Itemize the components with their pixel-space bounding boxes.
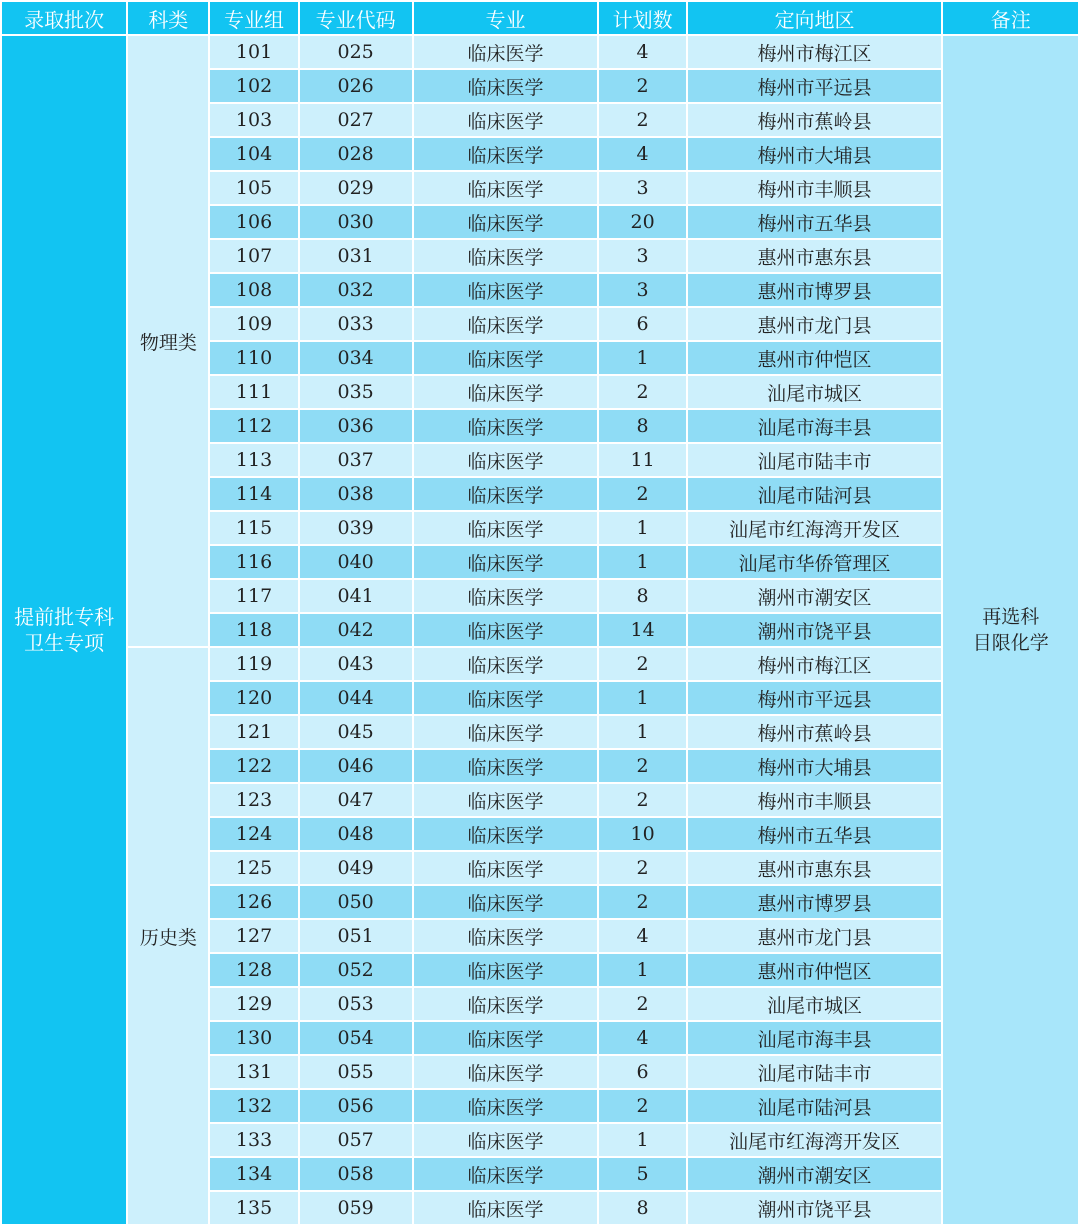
region-cell: 惠州市仲恺区 [688, 342, 942, 374]
major-cell: 临床医学 [414, 410, 598, 442]
group-cell: 131 [210, 1056, 297, 1088]
code-cell: 036 [300, 410, 412, 442]
plan-cell: 2 [599, 104, 685, 136]
region-cell: 汕尾市陆河县 [688, 1090, 942, 1122]
region-cell: 潮州市潮安区 [688, 580, 942, 612]
plan-cell: 2 [599, 1090, 685, 1122]
region-cell: 梅州市梅江区 [688, 36, 942, 68]
code-cell: 050 [300, 886, 412, 918]
group-cell: 125 [210, 852, 297, 884]
group-cell: 106 [210, 206, 297, 238]
major-cell: 临床医学 [414, 614, 598, 646]
group-cell: 128 [210, 954, 297, 986]
code-cell: 026 [300, 70, 412, 102]
plan-cell: 8 [599, 580, 685, 612]
code-cell: 049 [300, 852, 412, 884]
major-cell: 临床医学 [414, 784, 598, 816]
subject-cell: 历史类 [128, 648, 208, 1224]
plan-cell: 3 [599, 274, 685, 306]
plan-cell: 2 [599, 750, 685, 782]
header-batch: 录取批次 [2, 2, 126, 34]
major-cell: 临床医学 [414, 954, 598, 986]
header-major: 专业 [414, 2, 598, 34]
region-cell: 汕尾市海丰县 [688, 410, 942, 442]
major-cell: 临床医学 [414, 512, 598, 544]
group-cell: 107 [210, 240, 297, 272]
plan-cell: 1 [599, 512, 685, 544]
major-cell: 临床医学 [414, 750, 598, 782]
group-cell: 134 [210, 1158, 297, 1190]
region-cell: 潮州市饶平县 [688, 614, 942, 646]
group-cell: 122 [210, 750, 297, 782]
plan-cell: 8 [599, 410, 685, 442]
code-cell: 045 [300, 716, 412, 748]
table-row [2, 648, 1078, 680]
plan-cell: 1 [599, 682, 685, 714]
group-cell: 103 [210, 104, 297, 136]
major-cell: 临床医学 [414, 1192, 598, 1224]
code-cell: 025 [300, 36, 412, 68]
region-cell: 梅州市五华县 [688, 818, 942, 850]
major-cell: 临床医学 [414, 240, 598, 272]
group-cell: 120 [210, 682, 297, 714]
plan-cell: 11 [599, 444, 685, 476]
plan-cell: 4 [599, 920, 685, 952]
group-cell: 124 [210, 818, 297, 850]
region-cell: 惠州市仲恺区 [688, 954, 942, 986]
major-cell: 临床医学 [414, 886, 598, 918]
region-cell: 惠州市龙门县 [688, 920, 942, 952]
code-cell: 032 [300, 274, 412, 306]
code-cell: 044 [300, 682, 412, 714]
group-cell: 102 [210, 70, 297, 102]
group-cell: 115 [210, 512, 297, 544]
major-cell: 临床医学 [414, 1022, 598, 1054]
group-cell: 116 [210, 546, 297, 578]
header-plan: 计划数 [599, 2, 685, 34]
region-cell: 梅州市平远县 [688, 70, 942, 102]
group-cell: 129 [210, 988, 297, 1020]
code-cell: 052 [300, 954, 412, 986]
subject-cell: 物理类 [128, 36, 208, 646]
group-cell: 130 [210, 1022, 297, 1054]
header-row [2, 2, 1078, 34]
code-cell: 043 [300, 648, 412, 680]
code-cell: 056 [300, 1090, 412, 1122]
region-cell: 汕尾市陆丰市 [688, 1056, 942, 1088]
plan-cell: 2 [599, 886, 685, 918]
code-cell: 028 [300, 138, 412, 170]
region-cell: 梅州市蕉岭县 [688, 716, 942, 748]
region-cell: 梅州市大埔县 [688, 138, 942, 170]
batch-cell [2, 36, 126, 1224]
group-cell: 133 [210, 1124, 297, 1156]
region-cell: 汕尾市陆河县 [688, 478, 942, 510]
region-cell: 汕尾市城区 [688, 988, 942, 1020]
major-cell: 临床医学 [414, 988, 598, 1020]
code-cell: 054 [300, 1022, 412, 1054]
plan-cell: 8 [599, 1192, 685, 1224]
region-cell: 梅州市丰顺县 [688, 784, 942, 816]
table-row [2, 36, 1078, 68]
plan-cell: 3 [599, 240, 685, 272]
code-cell: 058 [300, 1158, 412, 1190]
plan-cell: 2 [599, 852, 685, 884]
remark-line: 目限化学 [972, 632, 1049, 654]
major-cell: 临床医学 [414, 206, 598, 238]
code-cell: 048 [300, 818, 412, 850]
major-cell: 临床医学 [414, 818, 598, 850]
major-cell: 临床医学 [414, 104, 598, 136]
plan-cell: 20 [599, 206, 685, 238]
major-cell: 临床医学 [414, 580, 598, 612]
region-cell: 汕尾市城区 [688, 376, 942, 408]
region-cell: 潮州市潮安区 [688, 1158, 942, 1190]
plan-cell: 2 [599, 478, 685, 510]
code-cell: 039 [300, 512, 412, 544]
region-cell: 汕尾市华侨管理区 [688, 546, 942, 578]
table-body [2, 36, 1078, 1224]
major-cell: 临床医学 [414, 920, 598, 952]
code-cell: 047 [300, 784, 412, 816]
region-cell: 潮州市饶平县 [688, 1192, 942, 1224]
major-cell: 临床医学 [414, 308, 598, 340]
region-cell: 梅州市平远县 [688, 682, 942, 714]
group-cell: 105 [210, 172, 297, 204]
header-remark: 备注 [943, 2, 1078, 34]
plan-cell: 1 [599, 342, 685, 374]
plan-cell: 4 [599, 1022, 685, 1054]
group-cell: 118 [210, 614, 297, 646]
code-cell: 046 [300, 750, 412, 782]
code-cell: 042 [300, 614, 412, 646]
group-cell: 132 [210, 1090, 297, 1122]
code-cell: 029 [300, 172, 412, 204]
code-cell: 033 [300, 308, 412, 340]
group-cell: 104 [210, 138, 297, 170]
region-cell: 汕尾市陆丰市 [688, 444, 942, 476]
major-cell: 临床医学 [414, 36, 598, 68]
major-cell: 临床医学 [414, 444, 598, 476]
code-cell: 030 [300, 206, 412, 238]
major-cell: 临床医学 [414, 1090, 598, 1122]
region-cell: 汕尾市海丰县 [688, 1022, 942, 1054]
header-code: 专业代码 [300, 2, 412, 34]
major-cell: 临床医学 [414, 70, 598, 102]
group-cell: 109 [210, 308, 297, 340]
region-cell: 惠州市惠东县 [688, 240, 942, 272]
plan-cell: 10 [599, 818, 685, 850]
group-cell: 113 [210, 444, 297, 476]
group-cell: 127 [210, 920, 297, 952]
region-cell: 梅州市五华县 [688, 206, 942, 238]
group-cell: 119 [210, 648, 297, 680]
code-cell: 041 [300, 580, 412, 612]
region-cell: 惠州市博罗县 [688, 274, 942, 306]
region-cell: 惠州市龙门县 [688, 308, 942, 340]
group-cell: 111 [210, 376, 297, 408]
region-cell: 惠州市博罗县 [688, 886, 942, 918]
major-cell: 临床医学 [414, 648, 598, 680]
plan-cell: 2 [599, 784, 685, 816]
code-cell: 053 [300, 988, 412, 1020]
major-cell: 临床医学 [414, 716, 598, 748]
group-cell: 101 [210, 36, 297, 68]
header-subject: 科类 [128, 2, 208, 34]
code-cell: 051 [300, 920, 412, 952]
code-cell: 059 [300, 1192, 412, 1224]
plan-cell: 1 [599, 954, 685, 986]
major-cell: 临床医学 [414, 138, 598, 170]
group-cell: 108 [210, 274, 297, 306]
major-cell: 临床医学 [414, 682, 598, 714]
plan-cell: 4 [599, 138, 685, 170]
plan-cell: 2 [599, 70, 685, 102]
region-cell: 梅州市丰顺县 [688, 172, 942, 204]
plan-cell: 2 [599, 648, 685, 680]
region-cell: 惠州市惠东县 [688, 852, 942, 884]
plan-cell: 1 [599, 1124, 685, 1156]
major-cell: 临床医学 [414, 376, 598, 408]
group-cell: 112 [210, 410, 297, 442]
group-cell: 117 [210, 580, 297, 612]
code-cell: 037 [300, 444, 412, 476]
code-cell: 035 [300, 376, 412, 408]
major-cell: 临床医学 [414, 546, 598, 578]
major-cell: 临床医学 [414, 478, 598, 510]
major-cell: 临床医学 [414, 172, 598, 204]
major-cell: 临床医学 [414, 342, 598, 374]
header-region: 定向地区 [688, 2, 942, 34]
plan-cell: 5 [599, 1158, 685, 1190]
plan-cell: 1 [599, 546, 685, 578]
batch-line: 提前批专科 [14, 605, 115, 629]
group-cell: 135 [210, 1192, 297, 1224]
plan-cell: 4 [599, 36, 685, 68]
remark-line: 再选科 [982, 606, 1040, 628]
group-cell: 126 [210, 886, 297, 918]
code-cell: 034 [300, 342, 412, 374]
group-cell: 121 [210, 716, 297, 748]
group-cell: 114 [210, 478, 297, 510]
code-cell: 057 [300, 1124, 412, 1156]
remark-cell [943, 36, 1078, 1224]
code-cell: 040 [300, 546, 412, 578]
region-cell: 梅州市大埔县 [688, 750, 942, 782]
plan-cell: 2 [599, 988, 685, 1020]
major-cell: 临床医学 [414, 1124, 598, 1156]
code-cell: 027 [300, 104, 412, 136]
region-cell: 汕尾市红海湾开发区 [688, 512, 942, 544]
group-cell: 123 [210, 784, 297, 816]
region-cell: 梅州市蕉岭县 [688, 104, 942, 136]
plan-cell: 14 [599, 614, 685, 646]
major-cell: 临床医学 [414, 1056, 598, 1088]
plan-cell: 3 [599, 172, 685, 204]
batch-line: 卫生专项 [24, 631, 105, 655]
region-cell: 汕尾市红海湾开发区 [688, 1124, 942, 1156]
code-cell: 038 [300, 478, 412, 510]
plan-cell: 6 [599, 1056, 685, 1088]
code-cell: 055 [300, 1056, 412, 1088]
major-cell: 临床医学 [414, 852, 598, 884]
plan-cell: 6 [599, 308, 685, 340]
group-cell: 110 [210, 342, 297, 374]
header-group: 专业组 [210, 2, 297, 34]
code-cell: 031 [300, 240, 412, 272]
major-cell: 临床医学 [414, 274, 598, 306]
region-cell: 梅州市梅江区 [688, 648, 942, 680]
plan-cell: 1 [599, 716, 685, 748]
major-cell: 临床医学 [414, 1158, 598, 1190]
plan-cell: 2 [599, 376, 685, 408]
